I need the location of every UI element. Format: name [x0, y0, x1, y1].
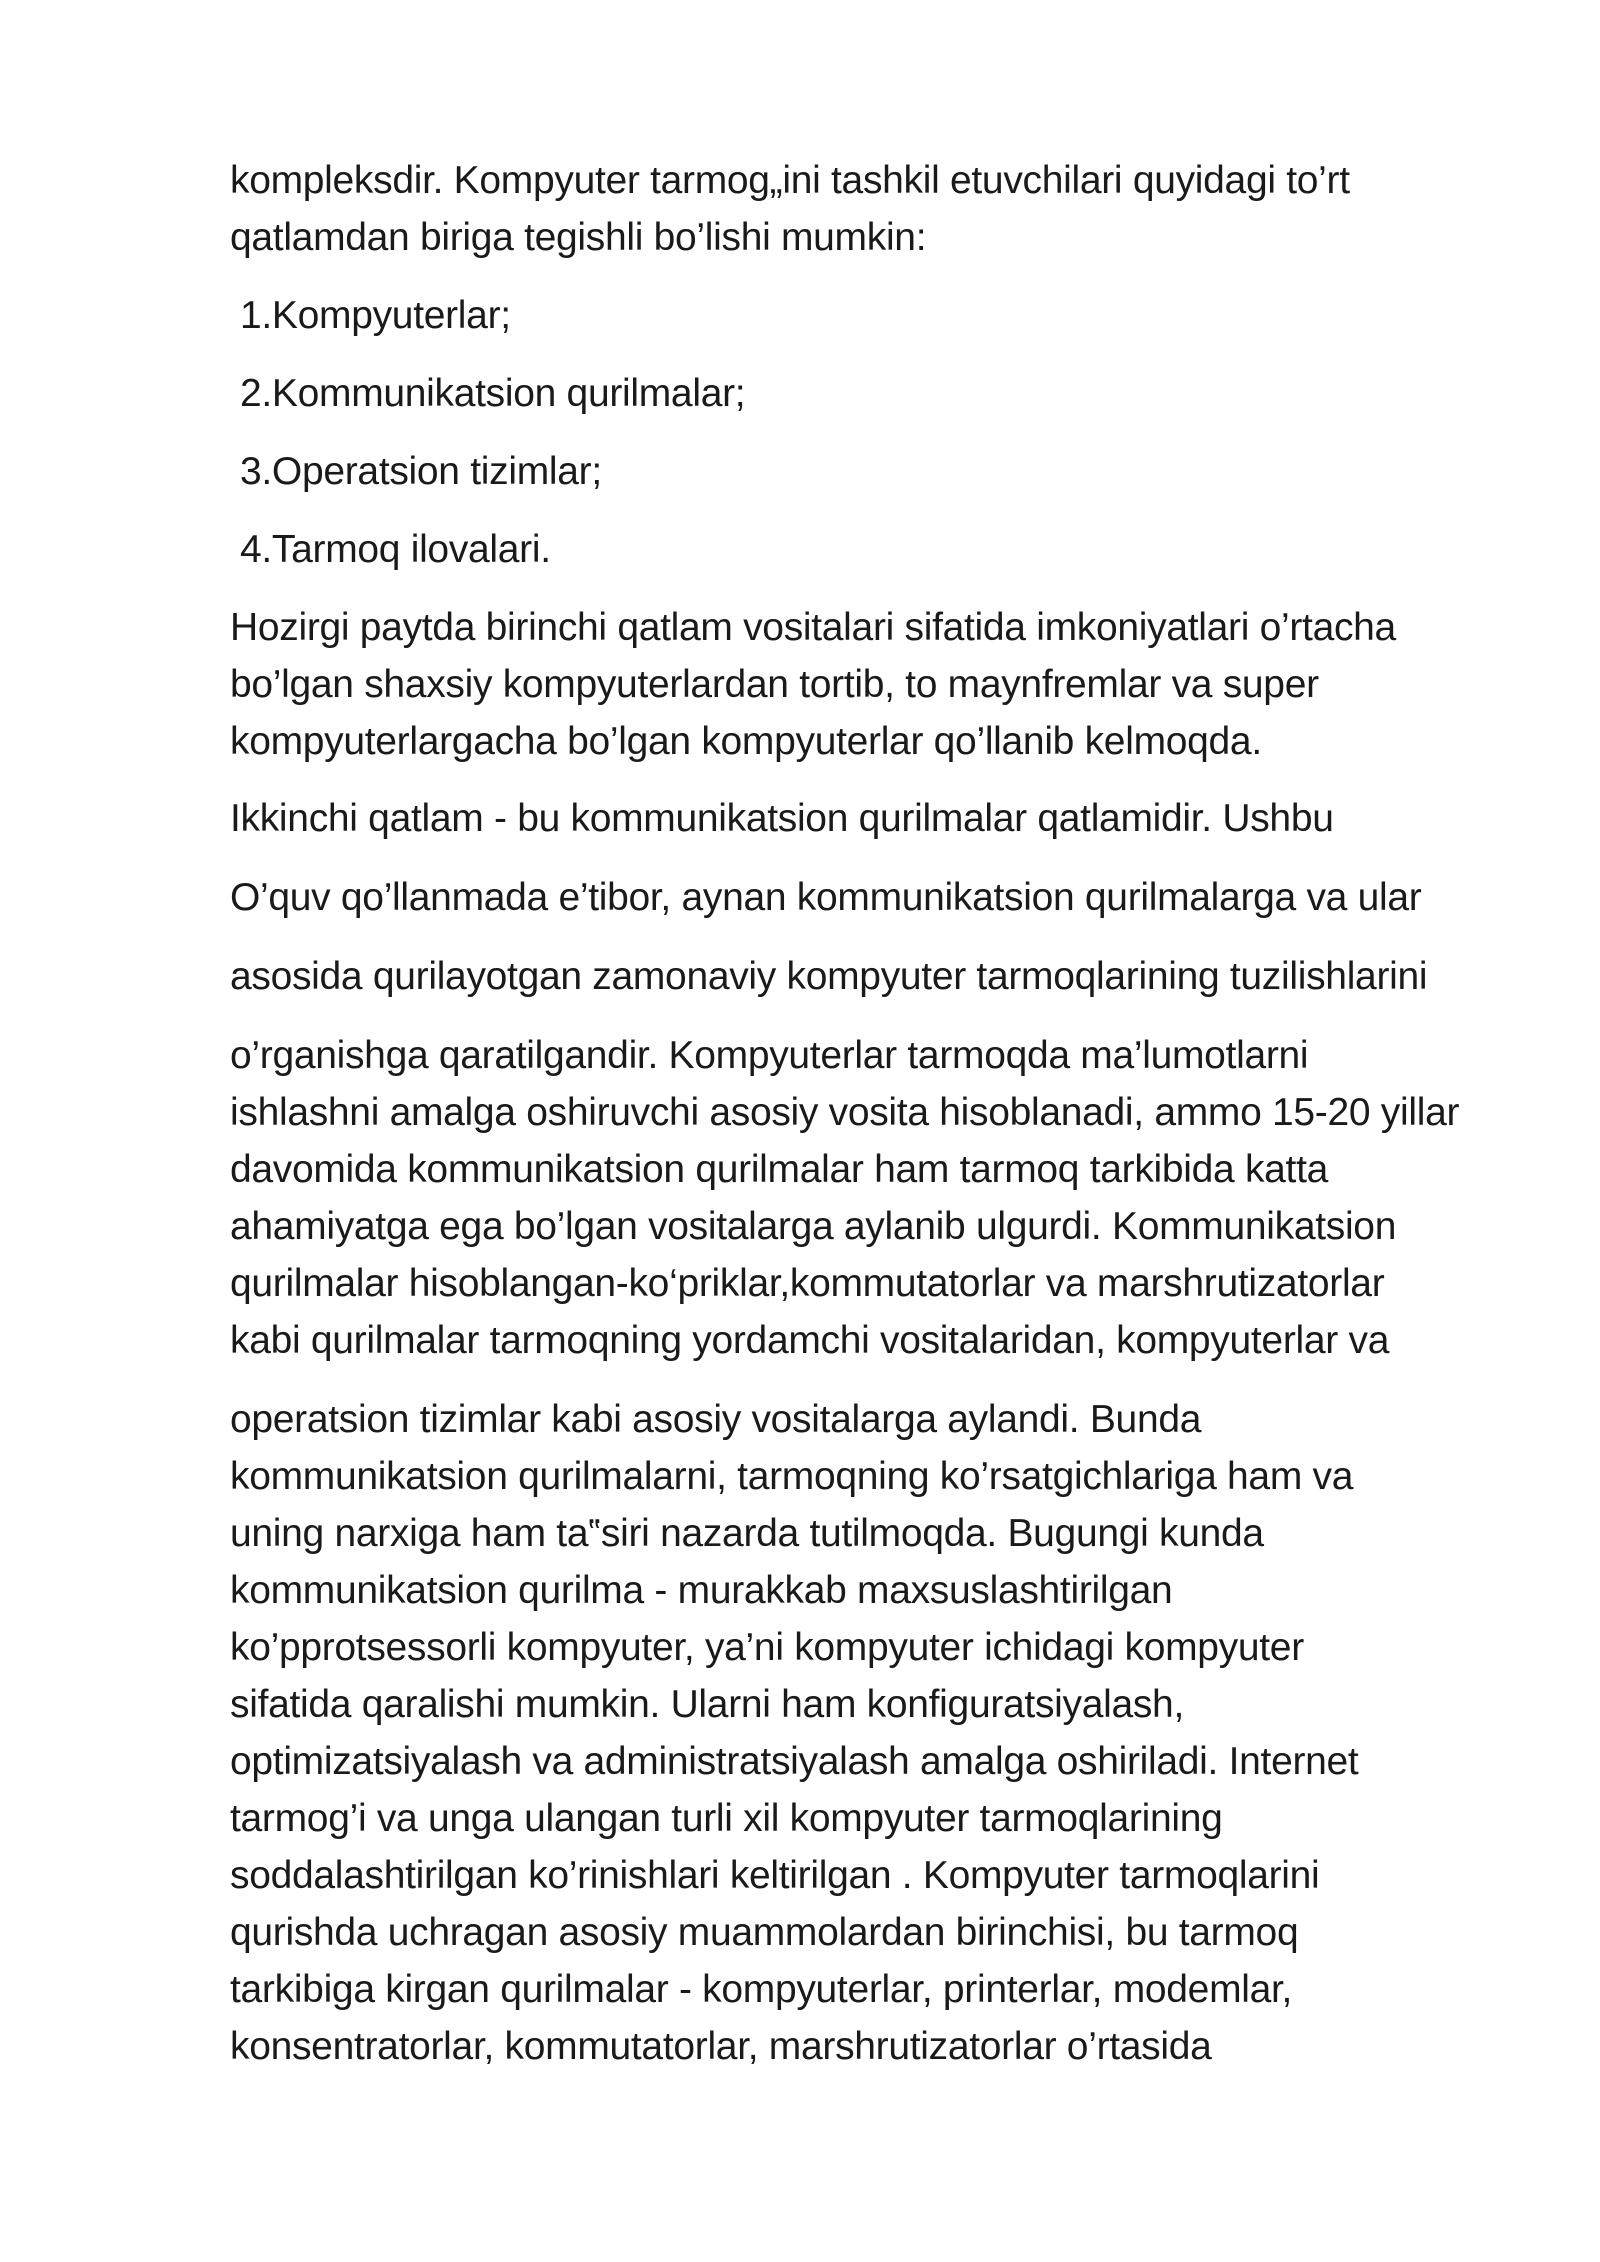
text-line: ko’pprotsessorli kompyuter, ya’ni kompyuter ichidagi kompyuter: [230, 1626, 1304, 1669]
paragraph-communication-devices: [230, 1027, 1510, 1369]
text-line: ishlashni amalga oshiruvchi asosiy vosita hisoblanadi, ammo 15-20 yillar: [230, 1091, 1460, 1134]
text-line: qurishda uchragan asosiy muammolardan birinchisi, bu tarmoq: [230, 1911, 1299, 1954]
text-line: ahamiyatga ega bo’lgan vositalarga aylanib ulgurdi. Kommunikatsion: [230, 1205, 1397, 1248]
text-line: kommunikatsion qurilmalarni, tarmoqning ko’rsatgichlariga ham va: [230, 1455, 1354, 1498]
text-line: uning narxiga ham ta‟siri nazarda tutilmoqda. Bugungi kunda: [230, 1512, 1264, 1555]
text-line: qatlamdan biriga tegishli bo’lishi mumkin:: [230, 216, 927, 259]
paragraph-second-layer: [230, 790, 1510, 1005]
list-item: 1.Kompyuterlar;: [240, 294, 511, 337]
text-line: kompleksdir. Kompyuter tarmog„ini tashkil etuvchilari quyidagi to’rt: [230, 159, 1350, 202]
list-item: 2.Kommunikatsion qurilmalar;: [240, 372, 746, 415]
text-line: tarkibiga kirgan qurilmalar - kompyuterlar, printerlar, modemlar,: [230, 1968, 1293, 2011]
text-line: O’quv qo’llanmada e’tibor, aynan kommunikatsion qurilmalarga va ular: [230, 876, 1422, 919]
text-line: o’rganishga qaratilgandir. Kompyuterlar tarmoqda ma’lumotlarni: [230, 1034, 1309, 1077]
text-line: kompyuterlargacha bo’lgan kompyuterlar qo’llanib kelmoqda.: [230, 720, 1262, 763]
text-line: konsentratorlar, kommutatorlar, marshrutizatorlar o’rtasida: [230, 2025, 1212, 2068]
text-line: sifatida qaralishi mumkin. Ularni ham konfiguratsiyalash,: [230, 1683, 1184, 1726]
list-item: 3.Operatsion tizimlar;: [240, 450, 602, 493]
paragraph-first-layer: [230, 599, 1510, 770]
text-line: Ikkinchi qatlam - bu kommunikatsion qurilmalar qatlamidir. Ushbu: [230, 797, 1334, 840]
text-line: optimizatsiyalash va administratsiyalash amalga oshiriladi. Internet: [230, 1740, 1359, 1783]
text-line: bo’lgan shaxsiy kompyuterlardan tortib, to maynfremlar va super: [230, 663, 1319, 706]
text-line: operatsion tizimlar kabi asosiy vositalarga aylandi. Bunda: [230, 1398, 1202, 1441]
paragraph-core-tools: [230, 1391, 1510, 2075]
numbered-list: [230, 287, 1510, 578]
text-line: kabi qurilmalar tarmoqning yordamchi vositalaridan, kompyuterlar va: [230, 1319, 1390, 1362]
text-line: asosida qurilayotgan zamonaviy kompyuter tarmoqlarining tuzilishlarini: [230, 955, 1428, 998]
text-line: kommunikatsion qurilma - murakkab maxsuslashtirilgan: [230, 1569, 1173, 1612]
text-line: Hozirgi paytda birinchi qatlam vositalari sifatida imkoniyatlari o’rtacha: [230, 606, 1396, 649]
text-line: qurilmalar hisoblangan-ko‘priklar,kommutatorlar va marshrutizatorlar: [230, 1262, 1385, 1305]
text-line: davomida kommunikatsion qurilmalar ham tarmoq tarkibida katta: [230, 1148, 1329, 1191]
text-line: soddalashtirilgan ko’rinishlari keltirilgan . Kompyuter tarmoqlarini: [230, 1854, 1320, 1897]
text-line: tarmog’i va unga ulangan turli xil kompyuter tarmoqlarining: [230, 1797, 1223, 1840]
document-body: [230, 152, 1510, 2075]
list-item: 4.Tarmoq ilovalari.: [240, 528, 551, 571]
paragraph-intro: [230, 152, 1510, 266]
